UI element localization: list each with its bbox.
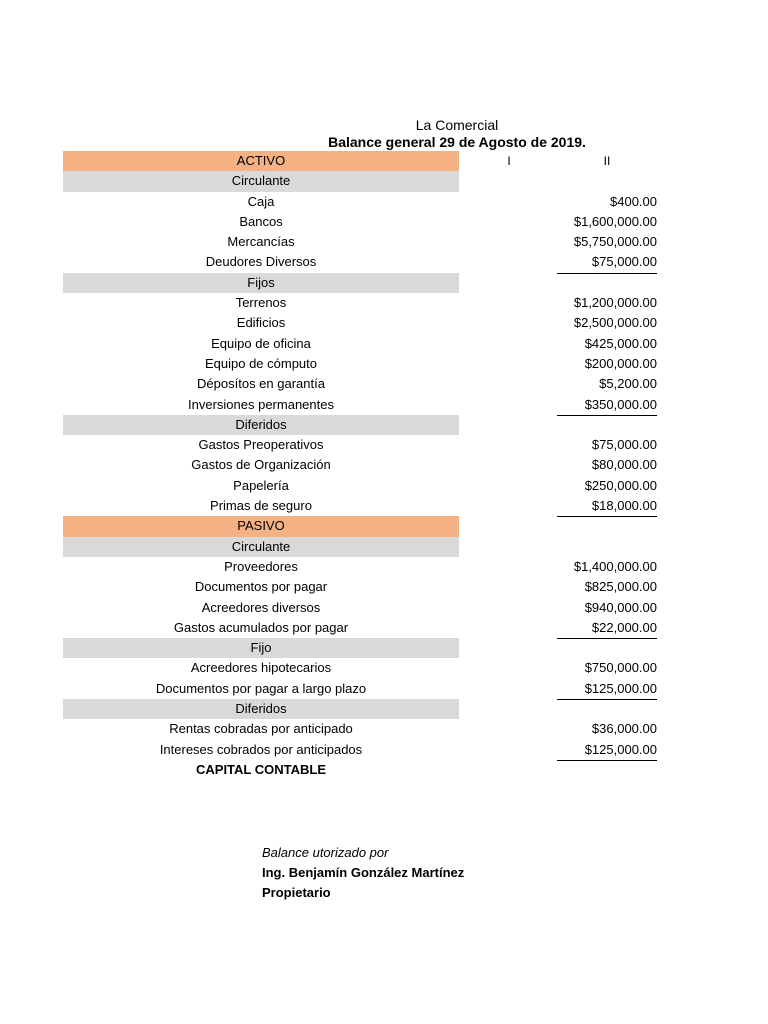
row-label: Gastos Preoperativos (198, 437, 324, 453)
row-amount: $200,000.00 (584, 355, 657, 371)
row-label: Papelería (233, 477, 289, 493)
row-amount: $2,500,000.00 (573, 315, 657, 331)
row-label: Edificios (236, 315, 286, 331)
line-item-row (63, 435, 663, 455)
row-amount: $750,000.00 (584, 660, 657, 676)
row-amount: $425,000.00 (584, 335, 657, 351)
row-label: Documentos por pagar a largo plazo (155, 680, 367, 696)
row-label: Documentos por pagar (194, 579, 328, 595)
line-item-row (63, 476, 663, 496)
row-label: Fijo (250, 640, 272, 656)
subsection-row (63, 699, 663, 719)
row-label: Bancos (239, 213, 283, 229)
line-item-row (63, 354, 663, 374)
company-name: La Comercial (415, 117, 499, 133)
line-item-row (63, 232, 663, 252)
row-label: Inversiones permanentes (188, 396, 334, 412)
line-item-row (63, 395, 663, 415)
line-item-row (63, 658, 663, 678)
row-label: Gastos de Organización (191, 457, 331, 473)
row-amount: $1,200,000.00 (573, 295, 657, 311)
line-item-row (63, 313, 663, 333)
subsection-row (63, 171, 663, 191)
row-label: Mercancías (227, 234, 295, 250)
row-amount: $75,000.00 (557, 252, 657, 273)
row-label: Déposítos en garantía (197, 376, 325, 392)
subsection-row (63, 537, 663, 557)
row-amount: $940,000.00 (584, 599, 657, 615)
row-label: Acreedores hipotecarios (190, 660, 332, 676)
row-amount: $18,000.00 (557, 496, 657, 517)
row-amount: $125,000.00 (557, 740, 657, 761)
line-item-row (63, 455, 663, 475)
row-amount: $350,000.00 (557, 395, 657, 416)
row-label: CAPITAL CONTABLE (196, 761, 326, 777)
row-label: Rentas cobradas por anticipado (169, 721, 353, 737)
line-item-row (63, 496, 663, 516)
line-item-row (63, 557, 663, 577)
line-item-row (63, 679, 663, 699)
line-item-row (63, 740, 663, 760)
row-amount: $75,000.00 (591, 437, 657, 453)
row-label: ACTIVO (236, 153, 286, 168)
section-header-row (63, 151, 663, 171)
capital-row (63, 760, 663, 780)
row-label: Proveedores (224, 558, 298, 574)
balance-sheet-table (63, 151, 663, 780)
row-label: PASIVO (237, 518, 285, 534)
row-amount: $36,000.00 (591, 721, 657, 737)
row-label: Caja (247, 193, 275, 209)
authorizer-name: Ing. Benjamín González Martínez (262, 865, 465, 880)
subsection-row (63, 415, 663, 435)
line-item-row (63, 618, 663, 638)
row-amount: $5,200.00 (599, 376, 657, 392)
line-item-row (63, 598, 663, 618)
row-label: Fijos (247, 274, 275, 290)
row-label: Diferidos (235, 701, 287, 717)
line-item-row (63, 334, 663, 354)
line-item-row (63, 374, 663, 394)
row-amount: $1,400,000.00 (573, 558, 657, 574)
row-label: Diferidos (235, 416, 287, 432)
line-item-row (63, 212, 663, 232)
row-amount: $125,000.00 (557, 679, 657, 700)
line-item-row (63, 577, 663, 597)
authorized-by-label: Balance utorizado por (262, 845, 389, 860)
row-amount: $1,600,000.00 (573, 213, 657, 229)
column-header-i: I (507, 154, 511, 168)
row-amount: $5,750,000.00 (573, 234, 657, 250)
line-item-row (63, 293, 663, 313)
row-label: Circulante (231, 538, 291, 554)
subsection-row (63, 638, 663, 658)
row-label: Primas de seguro (210, 498, 312, 514)
row-amount: $80,000.00 (591, 457, 657, 473)
row-label: Intereses cobrados por anticipados (159, 741, 363, 757)
row-amount: $400.00 (610, 193, 657, 209)
row-label: Equipo de cómputo (204, 355, 318, 371)
subsection-row (63, 273, 663, 293)
column-header-ii: II (603, 154, 611, 168)
row-label: Gastos acumulados por pagar (173, 619, 349, 635)
authorizer-role: Propietario (262, 885, 331, 900)
row-label: Acreedores diversos (201, 599, 321, 615)
row-amount: $22,000.00 (557, 618, 657, 639)
line-item-row (63, 719, 663, 739)
row-label: Deudores Diversos (205, 254, 317, 270)
row-label: Equipo de oficina (211, 335, 311, 351)
section-header-row (63, 516, 663, 536)
line-item-row (63, 192, 663, 212)
row-label: Circulante (231, 173, 291, 189)
line-item-row (63, 252, 663, 272)
row-amount: $250,000.00 (584, 477, 657, 493)
row-label: Terrenos (235, 295, 287, 311)
balance-subtitle: Balance general 29 de Agosto de 2019. (328, 134, 586, 150)
row-amount: $825,000.00 (584, 579, 657, 595)
